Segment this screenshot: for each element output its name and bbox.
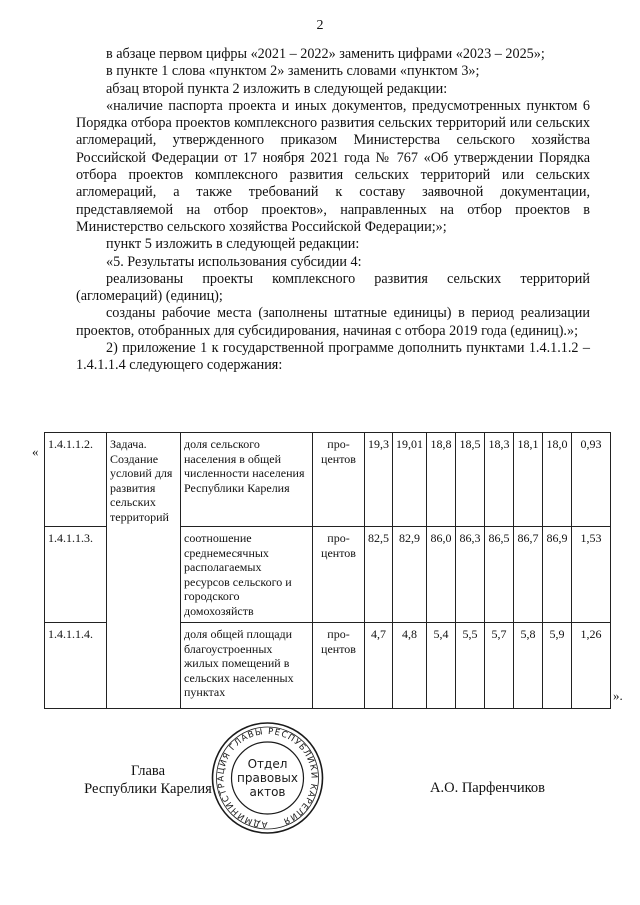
value-cell: 86,3	[456, 527, 485, 623]
indicators-table-wrap	[44, 432, 610, 709]
unit-cell: про-центов	[313, 527, 365, 623]
paragraph-5: пункт 5 изложить в следующей редакции:	[106, 236, 360, 253]
value-cell: 4,8	[393, 623, 427, 709]
row-code: 1.4.1.1.2.	[45, 433, 107, 527]
value-cell: 82,9	[393, 527, 427, 623]
document-body	[76, 46, 590, 375]
table-open-quote: «	[32, 444, 39, 459]
value-cell: 4,7	[365, 623, 393, 709]
indicator-name: соотношение среднемесячных располагаемых ресурсов сельского и городского домохозяйств	[181, 527, 313, 623]
page-number: 2	[316, 18, 324, 33]
stamp-seal-icon	[200, 718, 335, 836]
stamp-line-3: актов	[249, 785, 286, 799]
paragraph-7: реализованы проекты комплексного развития сельских территорий (агломераций) (единиц);	[76, 270, 590, 305]
value-cell: 19,3	[365, 433, 393, 527]
task-cell: Задача. Создание условий для развития сельских территорий	[107, 433, 181, 709]
signatory-title	[80, 762, 216, 798]
row-code: 1.4.1.1.4.	[45, 623, 107, 709]
value-cell: 0,93	[572, 433, 611, 527]
value-cell: 86,5	[485, 527, 514, 623]
value-cell: 5,9	[543, 623, 572, 709]
signatory-title-line2: Республики Карелия	[84, 781, 212, 797]
value-cell: 18,0	[543, 433, 572, 527]
table-row	[45, 433, 611, 527]
unit-cell: про-центов	[313, 433, 365, 527]
unit-cell: про-центов	[313, 623, 365, 709]
paragraph-3: абзац второй пункта 2 изложить в следующей редакции:	[106, 80, 448, 97]
paragraph-1: в абзаце первом цифры «2021 – 2022» заменить цифрами «2023 – 2025»;	[106, 46, 545, 62]
paragraph-2: в пункте 1 слова «пунктом 2» заменить словами «пунктом 3»;	[106, 63, 480, 80]
value-cell: 5,4	[427, 623, 456, 709]
paragraph-6: «5. Результаты использования субсидии 4:	[106, 253, 362, 270]
value-cell: 5,7	[485, 623, 514, 709]
value-cell: 5,8	[514, 623, 543, 709]
signatory-title-line1: Глава	[130, 763, 166, 779]
stamp-line-1: Отдел	[247, 757, 288, 771]
value-cell: 86,7	[514, 527, 543, 623]
paragraph-9: 2) приложение 1 к государственной программе дополнить пунктами 1.4.1.1.2 – 1.4.1.1.4 следующего содержания:	[76, 340, 590, 374]
paragraph-4: «наличие паспорта проекта и иных документов, предусмотренных пунктом 6 Порядка отбора проектов комплексного развития сельских территорий или сельских агломераций, утвержденного приказом Министерства сельского хозяйства Российской Федерации от 17 ноября 2021 года № 767 «Об утверждении Порядка отбора проектов комплексного развития сельских территорий или сельских агломераций, а также требований к составу заявочной документации, представляемой на отбор проектов», направленных на отбор проектов в Министерство сельского хозяйства Российской Федерации;»;	[76, 97, 590, 235]
value-cell: 18,8	[427, 433, 456, 527]
value-cell: 18,3	[485, 433, 514, 527]
stamp-ring-textpath: АДМИНИСТРАЦИЯ ГЛАВЫ РЕСПУБЛИКИ КАРЕЛИЯ	[216, 726, 319, 830]
stamp-line-2: правовых	[237, 771, 298, 785]
value-cell: 1,26	[572, 623, 611, 709]
value-cell: 19,01	[393, 433, 427, 527]
paragraph-8: созданы рабочие места (заполнены штатные единицы) в период реализации проектов, отобранных для субсидирования, начиная с отбора 2019 года (единиц).»;	[76, 305, 590, 339]
value-cell: 18,5	[456, 433, 485, 527]
value-cell: 82,5	[365, 527, 393, 623]
value-cell: 5,5	[456, 623, 485, 709]
indicator-name: доля общей площади благоустроенных жилых помещений в сельских населенных пунктах	[181, 623, 313, 709]
value-cell: 1,53	[572, 527, 611, 623]
indicator-name: доля сельского населения в общей численности населения Республики Карелия	[181, 433, 313, 527]
value-cell: 86,0	[427, 527, 456, 623]
value-cell: 86,9	[543, 527, 572, 623]
indicators-table	[44, 432, 611, 709]
row-code: 1.4.1.1.3.	[45, 527, 107, 623]
table-close-quote: ».	[613, 688, 623, 703]
value-cell: 18,1	[514, 433, 543, 527]
signatory-name: А.О. Парфенчиков	[430, 780, 546, 796]
